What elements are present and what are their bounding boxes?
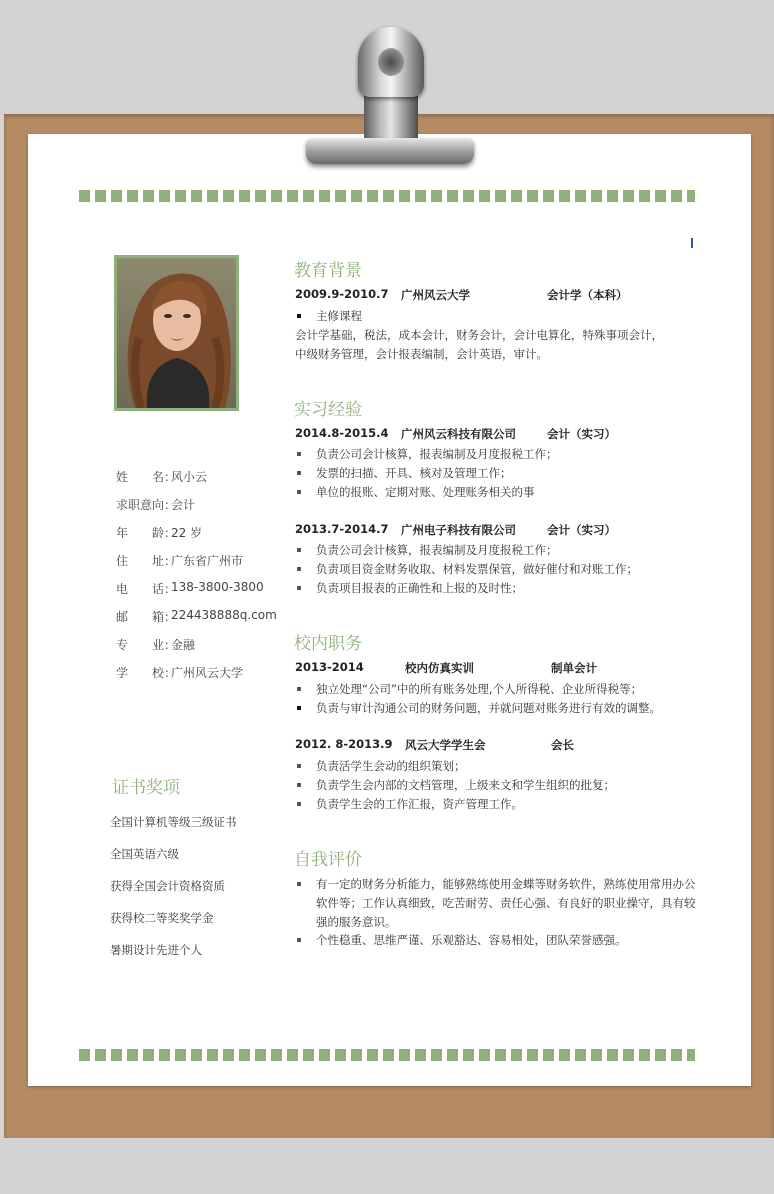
campus-org: 风云大学学生会 xyxy=(405,738,486,752)
internship-date: 2014.8-2015.4 xyxy=(295,426,389,440)
clip-hole xyxy=(378,48,404,76)
profile-photo xyxy=(117,258,236,408)
internship-role: 会计（实习） xyxy=(547,427,616,441)
name-value: 风小云 xyxy=(171,470,208,484)
phone-value: 138-3800-3800 xyxy=(171,580,264,594)
internship-date: 2013.7-2014.7 xyxy=(295,522,389,536)
self-eval-line: 强的服务意识。 xyxy=(316,915,397,929)
campus-date: 2012. 8-2013.9 xyxy=(295,737,393,751)
internship-item: 负责项目报表的正确性和上报的及时性； xyxy=(316,581,523,595)
campus-date: 2013-2014 xyxy=(295,660,364,674)
intent-label: 求职意向： xyxy=(116,498,177,512)
age-value: 22 岁 xyxy=(171,526,203,540)
address-label: 住 址： xyxy=(116,554,177,568)
courses-line: 会计学基础，税法，成本会计，财务会计，会计电算化，特殊事项会计， xyxy=(295,328,663,342)
bullet-icon xyxy=(297,783,301,787)
campus-item: 独立处理“公司”中的所有账务处理,个人所得税、企业所得税等； xyxy=(316,682,643,696)
self-eval-line: 个性稳重、思维严谨、乐观豁达、容易相处，团队荣誉感强。 xyxy=(316,933,627,947)
campus-org: 校内仿真实训 xyxy=(405,661,474,675)
bullet-icon xyxy=(297,882,301,886)
school-label: 学 校： xyxy=(116,666,177,680)
bullet-icon xyxy=(297,938,301,942)
education-degree: 会计学（本科） xyxy=(547,288,628,302)
bullet-icon xyxy=(297,706,301,710)
bullet-icon xyxy=(297,764,301,768)
intent-value: 会计 xyxy=(171,498,196,512)
education-date: 2009.9-2010.7 xyxy=(295,287,389,301)
campus-item: 负责学生会的工作汇报，资产管理工作。 xyxy=(316,797,523,811)
email-label: 邮 箱： xyxy=(116,610,177,624)
certificate-item: 暑期设计先进个人 xyxy=(110,943,202,957)
corner-mark xyxy=(691,238,693,248)
internship-org: 广州风云科技有限公司 xyxy=(401,427,516,441)
certificate-item: 全国计算机等级三级证书 xyxy=(110,815,237,829)
bullet-icon xyxy=(297,548,301,552)
top-stripe-divider xyxy=(79,190,695,202)
courses-line: 中级财务管理，会计报表编制，会计英语，审计。 xyxy=(295,347,548,361)
bottom-stripe-divider xyxy=(79,1049,695,1061)
bullet-icon xyxy=(297,452,301,456)
internship-item: 负责项目资金财务收取、材料发票保管，做好催付和对账工作； xyxy=(316,562,638,576)
internship-role: 会计（实习） xyxy=(547,523,616,537)
education-title: 教育背景 xyxy=(294,261,362,281)
self-eval-line: 软件等；工作认真细致，吃苦耐劳、责任心强、有良好的职业操守，具有较 xyxy=(316,896,696,910)
bullet-icon xyxy=(297,567,301,571)
bullet-icon xyxy=(297,314,301,318)
profile-photo-frame xyxy=(114,255,239,411)
major-value: 金融 xyxy=(171,638,196,652)
self-eval-title: 自我评价 xyxy=(294,850,362,870)
internship-item: 负责公司会计核算，报表编制及月度报税工作； xyxy=(316,447,558,461)
clip-bar xyxy=(306,138,474,164)
bullet-icon xyxy=(297,471,301,475)
campus-item: 负责学生会内部的文档管理，上级来文和学生组织的批复； xyxy=(316,778,615,792)
campus-item: 负责活学生会动的组织策划； xyxy=(316,759,466,773)
certificate-item: 全国英语六级 xyxy=(110,847,179,861)
phone-label: 电 话： xyxy=(116,582,177,596)
certificate-item: 获得全国会计资格资质 xyxy=(110,879,225,893)
internship-item: 单位的报账、定期对账、处理账务相关的事 xyxy=(316,485,535,499)
name-label: 姓 名： xyxy=(116,470,177,484)
bullet-icon xyxy=(297,490,301,494)
courses-heading: 主修课程 xyxy=(316,309,362,323)
internship-item: 负责公司会计核算，报表编制及月度报税工作； xyxy=(316,543,558,557)
age-label: 年 龄： xyxy=(116,526,177,540)
internship-title: 实习经验 xyxy=(294,400,362,420)
email-value: 224438888q.com xyxy=(171,608,277,622)
bullet-icon xyxy=(297,802,301,806)
internship-item: 发票的扫描、开具、核对及管理工作； xyxy=(316,466,512,480)
bullet-icon xyxy=(297,687,301,691)
campus-role: 会长 xyxy=(551,738,574,752)
campus-item: 负责与审计沟通公司的财务问题，并就问题对账务进行有效的调整。 xyxy=(316,701,661,715)
self-eval-line: 有一定的财务分析能力，能够熟练使用金蝶等财务软件，熟练使用常用办公 xyxy=(316,877,696,891)
certificate-item: 获得校二等奖奖学金 xyxy=(110,911,214,925)
school-value: 广州风云大学 xyxy=(171,666,244,680)
major-label: 专 业： xyxy=(116,638,177,652)
certificates-title: 证书奖项 xyxy=(112,778,180,798)
address-value: 广东省广州市 xyxy=(171,554,244,568)
education-school: 广州风云大学 xyxy=(401,288,470,302)
campus-role: 制单会计 xyxy=(551,661,597,675)
bullet-icon xyxy=(297,586,301,590)
campus-title: 校内职务 xyxy=(294,634,362,654)
internship-org: 广州电子科技有限公司 xyxy=(401,523,516,537)
